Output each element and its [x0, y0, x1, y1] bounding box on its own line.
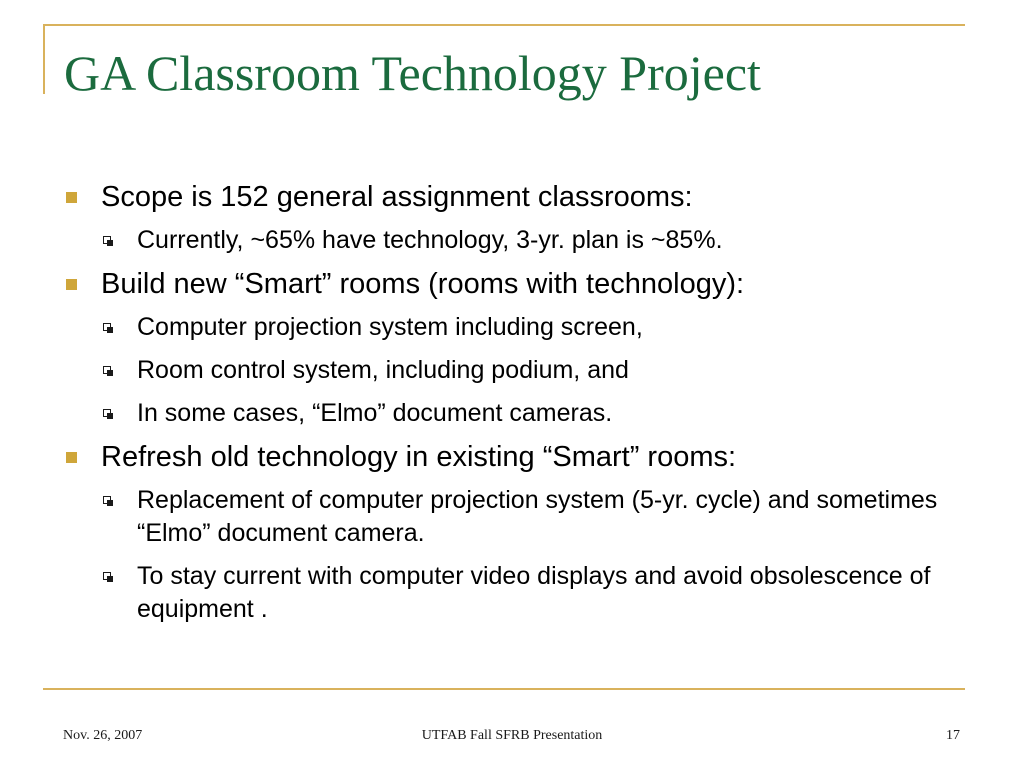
square-bullet-icon — [66, 452, 77, 463]
top-accent-rule — [43, 24, 965, 26]
footer-date: Nov. 26, 2007 — [63, 728, 143, 743]
box-bullet-icon — [103, 236, 111, 244]
left-accent-rule — [43, 24, 45, 94]
footer-page-number: 17 — [946, 728, 960, 743]
box-bullet-icon — [103, 572, 111, 580]
bullet-text: Build new “Smart” rooms (rooms with technology): — [101, 268, 745, 300]
sub-bullet-text: To stay current with computer video displays and avoid obsolescence of equipment . — [137, 562, 931, 623]
sub-bullet-item — [64, 560, 964, 626]
bullet-text: Scope is 152 general assignment classrooms: — [101, 181, 693, 213]
sub-bullet-item — [64, 397, 964, 430]
sub-bullet-text: Computer projection system including screen, — [137, 313, 643, 341]
box-bullet-icon — [103, 496, 111, 504]
sub-bullet-text: Currently, ~65% have technology, 3-yr. plan is ~85%. — [137, 226, 723, 254]
box-bullet-icon — [103, 323, 111, 331]
sub-bullet-text: Room control system, including podium, and — [137, 356, 629, 384]
box-bullet-icon — [103, 409, 111, 417]
box-bullet-icon — [103, 366, 111, 374]
square-bullet-icon — [66, 192, 77, 203]
slide-body — [64, 180, 964, 636]
bullet-item — [64, 267, 964, 301]
slide-title: GA Classroom Technology Project — [64, 45, 761, 101]
sub-bullet-item — [64, 354, 964, 387]
sub-bullet-text: Replacement of computer projection system (5-yr. cycle) and sometimes “Elmo” document camera. — [137, 486, 938, 547]
bottom-accent-rule — [43, 688, 965, 690]
bullet-item — [64, 180, 964, 214]
bullet-text: Refresh old technology in existing “Smart” rooms: — [101, 441, 737, 473]
square-bullet-icon — [66, 279, 77, 290]
sub-bullet-item — [64, 484, 964, 550]
sub-bullet-text: In some cases, “Elmo” document cameras. — [137, 399, 613, 427]
sub-bullet-item — [64, 311, 964, 344]
bullet-item — [64, 440, 964, 474]
sub-bullet-item — [64, 224, 964, 257]
footer-presentation-title: UTFAB Fall SFRB Presentation — [421, 728, 603, 743]
